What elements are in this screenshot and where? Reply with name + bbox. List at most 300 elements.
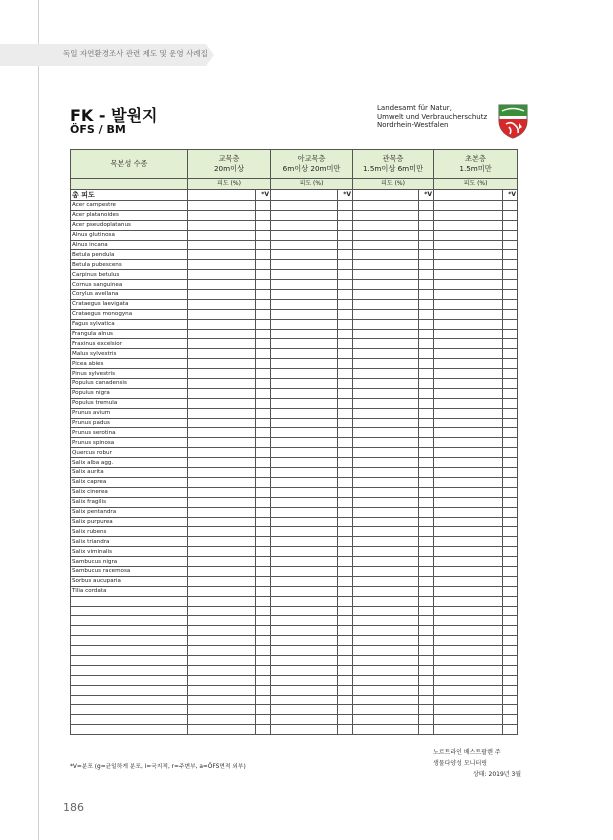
cover-cell[interactable] bbox=[353, 725, 419, 735]
distribution-cell[interactable] bbox=[338, 240, 353, 250]
cover-cell[interactable] bbox=[271, 359, 338, 369]
cover-cell[interactable] bbox=[271, 220, 338, 230]
distribution-cell[interactable] bbox=[256, 339, 271, 349]
distribution-cell[interactable] bbox=[338, 319, 353, 329]
distribution-cell[interactable] bbox=[338, 626, 353, 636]
cover-cell[interactable] bbox=[434, 715, 503, 725]
distribution-cell[interactable] bbox=[503, 626, 518, 636]
cover-cell[interactable] bbox=[353, 220, 419, 230]
cover-cell[interactable] bbox=[434, 398, 503, 408]
cover-cell[interactable] bbox=[434, 290, 503, 300]
cover-cell[interactable] bbox=[188, 329, 256, 339]
cover-cell[interactable] bbox=[353, 557, 419, 567]
distribution-cell[interactable] bbox=[419, 547, 434, 557]
distribution-cell[interactable] bbox=[338, 280, 353, 290]
distribution-cell[interactable] bbox=[419, 339, 434, 349]
distribution-cell[interactable] bbox=[338, 359, 353, 369]
cover-cell[interactable] bbox=[271, 695, 338, 705]
distribution-cell[interactable] bbox=[419, 566, 434, 576]
distribution-cell[interactable] bbox=[338, 675, 353, 685]
distribution-cell[interactable] bbox=[419, 201, 434, 211]
cover-cell[interactable] bbox=[188, 309, 256, 319]
cover-cell[interactable] bbox=[271, 240, 338, 250]
cover-cell[interactable] bbox=[271, 636, 338, 646]
distribution-cell[interactable] bbox=[503, 408, 518, 418]
cover-cell[interactable] bbox=[353, 458, 419, 468]
distribution-cell[interactable] bbox=[419, 477, 434, 487]
cover-cell[interactable] bbox=[353, 547, 419, 557]
distribution-cell[interactable] bbox=[256, 359, 271, 369]
cover-cell[interactable] bbox=[271, 201, 338, 211]
cover-cell[interactable] bbox=[188, 655, 256, 665]
distribution-cell[interactable] bbox=[256, 280, 271, 290]
cover-cell[interactable] bbox=[434, 458, 503, 468]
distribution-cell[interactable] bbox=[256, 388, 271, 398]
distribution-cell[interactable] bbox=[503, 596, 518, 606]
cover-cell[interactable] bbox=[188, 230, 256, 240]
cover-cell[interactable] bbox=[353, 468, 419, 478]
distribution-cell[interactable] bbox=[419, 527, 434, 537]
cover-cell[interactable] bbox=[353, 626, 419, 636]
cover-cell[interactable] bbox=[271, 626, 338, 636]
cover-cell[interactable] bbox=[353, 369, 419, 379]
cover-cell[interactable] bbox=[434, 695, 503, 705]
distribution-cell[interactable] bbox=[338, 448, 353, 458]
distribution-cell[interactable] bbox=[419, 398, 434, 408]
distribution-cell[interactable] bbox=[419, 418, 434, 428]
cover-cell[interactable] bbox=[353, 646, 419, 656]
distribution-cell[interactable] bbox=[256, 428, 271, 438]
cover-cell[interactable] bbox=[353, 675, 419, 685]
cover-cell[interactable] bbox=[434, 359, 503, 369]
distribution-cell[interactable] bbox=[503, 616, 518, 626]
cover-cell[interactable] bbox=[188, 379, 256, 389]
distribution-cell[interactable] bbox=[338, 527, 353, 537]
cover-cell[interactable] bbox=[188, 190, 256, 201]
distribution-cell[interactable] bbox=[503, 487, 518, 497]
distribution-cell[interactable] bbox=[338, 379, 353, 389]
distribution-cell[interactable] bbox=[503, 299, 518, 309]
cover-cell[interactable] bbox=[353, 398, 419, 408]
cover-cell[interactable] bbox=[188, 576, 256, 586]
cover-cell[interactable] bbox=[434, 655, 503, 665]
distribution-cell[interactable] bbox=[503, 497, 518, 507]
distribution-cell[interactable] bbox=[256, 715, 271, 725]
distribution-cell[interactable] bbox=[338, 290, 353, 300]
cover-cell[interactable] bbox=[353, 230, 419, 240]
cover-cell[interactable] bbox=[434, 438, 503, 448]
cover-cell[interactable] bbox=[271, 715, 338, 725]
cover-cell[interactable] bbox=[434, 408, 503, 418]
distribution-cell[interactable] bbox=[419, 270, 434, 280]
distribution-cell[interactable] bbox=[338, 616, 353, 626]
cover-cell[interactable] bbox=[434, 477, 503, 487]
distribution-cell[interactable] bbox=[338, 557, 353, 567]
distribution-cell[interactable] bbox=[419, 319, 434, 329]
cover-cell[interactable] bbox=[188, 477, 256, 487]
cover-cell[interactable] bbox=[434, 685, 503, 695]
distribution-cell[interactable] bbox=[256, 576, 271, 586]
cover-cell[interactable] bbox=[188, 596, 256, 606]
cover-cell[interactable] bbox=[271, 468, 338, 478]
distribution-cell[interactable] bbox=[419, 299, 434, 309]
cover-cell[interactable] bbox=[188, 606, 256, 616]
cover-cell[interactable] bbox=[271, 280, 338, 290]
distribution-cell[interactable] bbox=[419, 428, 434, 438]
cover-cell[interactable] bbox=[188, 547, 256, 557]
distribution-cell[interactable] bbox=[419, 487, 434, 497]
cover-cell[interactable] bbox=[353, 705, 419, 715]
distribution-cell[interactable] bbox=[503, 280, 518, 290]
cover-cell[interactable] bbox=[353, 388, 419, 398]
distribution-cell[interactable] bbox=[256, 646, 271, 656]
cover-cell[interactable] bbox=[353, 695, 419, 705]
distribution-cell[interactable] bbox=[503, 250, 518, 260]
cover-cell[interactable] bbox=[271, 190, 338, 201]
distribution-cell[interactable] bbox=[419, 655, 434, 665]
cover-cell[interactable] bbox=[353, 537, 419, 547]
cover-cell[interactable] bbox=[271, 398, 338, 408]
distribution-cell[interactable] bbox=[503, 675, 518, 685]
cover-cell[interactable] bbox=[434, 240, 503, 250]
cover-cell[interactable] bbox=[434, 388, 503, 398]
distribution-cell[interactable] bbox=[338, 487, 353, 497]
cover-cell[interactable] bbox=[271, 408, 338, 418]
distribution-cell[interactable] bbox=[419, 468, 434, 478]
cover-cell[interactable] bbox=[434, 566, 503, 576]
cover-cell[interactable] bbox=[271, 725, 338, 735]
cover-cell[interactable] bbox=[271, 319, 338, 329]
distribution-cell[interactable] bbox=[503, 547, 518, 557]
distribution-cell[interactable] bbox=[338, 715, 353, 725]
distribution-cell[interactable] bbox=[503, 398, 518, 408]
distribution-cell[interactable] bbox=[419, 369, 434, 379]
cover-cell[interactable] bbox=[353, 309, 419, 319]
cover-cell[interactable] bbox=[188, 665, 256, 675]
distribution-cell[interactable] bbox=[419, 438, 434, 448]
distribution-cell[interactable] bbox=[256, 665, 271, 675]
cover-cell[interactable] bbox=[271, 290, 338, 300]
cover-cell[interactable] bbox=[353, 359, 419, 369]
cover-cell[interactable] bbox=[271, 705, 338, 715]
distribution-cell[interactable] bbox=[256, 685, 271, 695]
cover-cell[interactable] bbox=[353, 339, 419, 349]
cover-cell[interactable] bbox=[188, 369, 256, 379]
cover-cell[interactable] bbox=[434, 319, 503, 329]
cover-cell[interactable] bbox=[188, 557, 256, 567]
cover-cell[interactable] bbox=[188, 210, 256, 220]
distribution-cell[interactable] bbox=[419, 458, 434, 468]
cover-cell[interactable] bbox=[353, 507, 419, 517]
distribution-cell[interactable] bbox=[503, 695, 518, 705]
distribution-cell[interactable] bbox=[503, 309, 518, 319]
cover-cell[interactable] bbox=[271, 576, 338, 586]
distribution-cell[interactable] bbox=[419, 220, 434, 230]
distribution-cell[interactable] bbox=[419, 715, 434, 725]
cover-cell[interactable] bbox=[434, 725, 503, 735]
distribution-cell[interactable] bbox=[419, 646, 434, 656]
cover-cell[interactable] bbox=[434, 576, 503, 586]
cover-cell[interactable] bbox=[271, 210, 338, 220]
distribution-cell[interactable] bbox=[503, 349, 518, 359]
distribution-cell[interactable] bbox=[503, 438, 518, 448]
distribution-cell[interactable] bbox=[338, 230, 353, 240]
distribution-cell[interactable] bbox=[338, 408, 353, 418]
cover-cell[interactable] bbox=[434, 201, 503, 211]
distribution-cell[interactable] bbox=[419, 685, 434, 695]
cover-cell[interactable] bbox=[271, 339, 338, 349]
cover-cell[interactable] bbox=[353, 497, 419, 507]
cover-cell[interactable] bbox=[434, 220, 503, 230]
distribution-cell[interactable] bbox=[256, 418, 271, 428]
distribution-cell[interactable] bbox=[338, 299, 353, 309]
cover-cell[interactable] bbox=[353, 418, 419, 428]
cover-cell[interactable] bbox=[434, 369, 503, 379]
cover-cell[interactable] bbox=[271, 537, 338, 547]
distribution-cell[interactable] bbox=[338, 725, 353, 735]
distribution-cell[interactable] bbox=[338, 260, 353, 270]
cover-cell[interactable] bbox=[434, 557, 503, 567]
cover-cell[interactable] bbox=[188, 695, 256, 705]
cover-cell[interactable] bbox=[188, 408, 256, 418]
distribution-cell[interactable] bbox=[256, 329, 271, 339]
cover-cell[interactable] bbox=[271, 448, 338, 458]
cover-cell[interactable] bbox=[434, 428, 503, 438]
cover-cell[interactable] bbox=[271, 329, 338, 339]
distribution-cell[interactable] bbox=[419, 359, 434, 369]
cover-cell[interactable] bbox=[353, 448, 419, 458]
distribution-cell[interactable] bbox=[338, 537, 353, 547]
cover-cell[interactable] bbox=[188, 537, 256, 547]
distribution-cell[interactable] bbox=[256, 557, 271, 567]
cover-cell[interactable] bbox=[434, 507, 503, 517]
distribution-cell[interactable] bbox=[503, 448, 518, 458]
distribution-cell[interactable] bbox=[256, 655, 271, 665]
distribution-cell[interactable] bbox=[503, 319, 518, 329]
cover-cell[interactable] bbox=[271, 369, 338, 379]
cover-cell[interactable] bbox=[353, 210, 419, 220]
cover-cell[interactable] bbox=[188, 388, 256, 398]
distribution-cell[interactable] bbox=[338, 210, 353, 220]
distribution-cell[interactable] bbox=[338, 636, 353, 646]
cover-cell[interactable] bbox=[271, 309, 338, 319]
cover-cell[interactable] bbox=[434, 299, 503, 309]
distribution-cell[interactable] bbox=[338, 596, 353, 606]
cover-cell[interactable] bbox=[188, 497, 256, 507]
distribution-cell[interactable] bbox=[419, 557, 434, 567]
distribution-cell[interactable] bbox=[419, 497, 434, 507]
distribution-cell[interactable] bbox=[256, 290, 271, 300]
distribution-cell[interactable] bbox=[256, 468, 271, 478]
distribution-cell[interactable] bbox=[503, 517, 518, 527]
cover-cell[interactable] bbox=[271, 250, 338, 260]
distribution-cell[interactable] bbox=[338, 339, 353, 349]
distribution-cell[interactable] bbox=[419, 280, 434, 290]
distribution-cell[interactable] bbox=[256, 270, 271, 280]
cover-cell[interactable] bbox=[271, 685, 338, 695]
distribution-cell[interactable] bbox=[338, 705, 353, 715]
distribution-cell[interactable] bbox=[419, 517, 434, 527]
cover-cell[interactable] bbox=[353, 527, 419, 537]
cover-cell[interactable] bbox=[188, 675, 256, 685]
distribution-cell[interactable] bbox=[256, 319, 271, 329]
cover-cell[interactable] bbox=[188, 250, 256, 260]
distribution-cell[interactable] bbox=[503, 705, 518, 715]
cover-cell[interactable] bbox=[188, 527, 256, 537]
cover-cell[interactable] bbox=[434, 596, 503, 606]
cover-cell[interactable] bbox=[434, 547, 503, 557]
distribution-cell[interactable] bbox=[338, 458, 353, 468]
cover-cell[interactable] bbox=[271, 507, 338, 517]
distribution-cell[interactable] bbox=[338, 349, 353, 359]
cover-cell[interactable] bbox=[271, 260, 338, 270]
cover-cell[interactable] bbox=[271, 517, 338, 527]
distribution-cell[interactable] bbox=[419, 230, 434, 240]
distribution-cell[interactable] bbox=[338, 201, 353, 211]
cover-cell[interactable] bbox=[188, 566, 256, 576]
cover-cell[interactable] bbox=[188, 398, 256, 408]
cover-cell[interactable] bbox=[188, 270, 256, 280]
distribution-cell[interactable] bbox=[419, 576, 434, 586]
cover-cell[interactable] bbox=[188, 458, 256, 468]
cover-cell[interactable] bbox=[353, 566, 419, 576]
distribution-cell[interactable] bbox=[419, 705, 434, 715]
cover-cell[interactable] bbox=[353, 408, 419, 418]
distribution-cell[interactable] bbox=[338, 576, 353, 586]
cover-cell[interactable] bbox=[188, 280, 256, 290]
cover-cell[interactable] bbox=[271, 438, 338, 448]
distribution-cell[interactable] bbox=[256, 566, 271, 576]
distribution-cell[interactable] bbox=[503, 428, 518, 438]
cover-cell[interactable] bbox=[434, 705, 503, 715]
distribution-cell[interactable] bbox=[419, 675, 434, 685]
cover-cell[interactable] bbox=[353, 487, 419, 497]
distribution-cell[interactable] bbox=[338, 468, 353, 478]
cover-cell[interactable] bbox=[271, 646, 338, 656]
cover-cell[interactable] bbox=[188, 438, 256, 448]
cover-cell[interactable] bbox=[434, 349, 503, 359]
cover-cell[interactable] bbox=[434, 339, 503, 349]
cover-cell[interactable] bbox=[353, 586, 419, 596]
distribution-cell[interactable] bbox=[338, 566, 353, 576]
cover-cell[interactable] bbox=[271, 557, 338, 567]
cover-cell[interactable] bbox=[353, 299, 419, 309]
distribution-cell[interactable] bbox=[256, 675, 271, 685]
distribution-cell[interactable] bbox=[256, 527, 271, 537]
distribution-cell[interactable] bbox=[419, 388, 434, 398]
distribution-cell[interactable] bbox=[338, 250, 353, 260]
cover-cell[interactable] bbox=[434, 260, 503, 270]
distribution-cell[interactable] bbox=[419, 586, 434, 596]
distribution-cell[interactable] bbox=[503, 418, 518, 428]
distribution-cell[interactable] bbox=[503, 220, 518, 230]
distribution-cell[interactable] bbox=[503, 537, 518, 547]
distribution-cell[interactable] bbox=[256, 507, 271, 517]
distribution-cell[interactable] bbox=[256, 616, 271, 626]
cover-cell[interactable] bbox=[188, 626, 256, 636]
distribution-cell[interactable] bbox=[503, 379, 518, 389]
distribution-cell[interactable] bbox=[419, 329, 434, 339]
cover-cell[interactable] bbox=[353, 715, 419, 725]
cover-cell[interactable] bbox=[188, 725, 256, 735]
distribution-cell[interactable] bbox=[503, 240, 518, 250]
distribution-cell[interactable] bbox=[256, 586, 271, 596]
cover-cell[interactable] bbox=[353, 260, 419, 270]
cover-cell[interactable] bbox=[353, 290, 419, 300]
cover-cell[interactable] bbox=[271, 675, 338, 685]
cover-cell[interactable] bbox=[188, 299, 256, 309]
cover-cell[interactable] bbox=[188, 685, 256, 695]
cover-cell[interactable] bbox=[353, 280, 419, 290]
distribution-cell[interactable] bbox=[338, 477, 353, 487]
distribution-cell[interactable] bbox=[338, 438, 353, 448]
cover-cell[interactable] bbox=[353, 379, 419, 389]
distribution-cell[interactable] bbox=[256, 250, 271, 260]
cover-cell[interactable] bbox=[271, 487, 338, 497]
distribution-cell[interactable] bbox=[256, 458, 271, 468]
cover-cell[interactable] bbox=[188, 715, 256, 725]
cover-cell[interactable] bbox=[353, 270, 419, 280]
distribution-cell[interactable] bbox=[338, 665, 353, 675]
distribution-cell[interactable] bbox=[256, 606, 271, 616]
distribution-cell[interactable] bbox=[256, 398, 271, 408]
cover-cell[interactable] bbox=[434, 280, 503, 290]
distribution-cell[interactable] bbox=[419, 250, 434, 260]
distribution-cell[interactable] bbox=[503, 576, 518, 586]
distribution-cell[interactable] bbox=[419, 616, 434, 626]
cover-cell[interactable] bbox=[434, 586, 503, 596]
distribution-cell[interactable] bbox=[419, 290, 434, 300]
distribution-cell[interactable] bbox=[256, 369, 271, 379]
cover-cell[interactable] bbox=[434, 527, 503, 537]
distribution-cell[interactable] bbox=[503, 725, 518, 735]
cover-cell[interactable] bbox=[353, 606, 419, 616]
cover-cell[interactable] bbox=[271, 428, 338, 438]
distribution-cell[interactable] bbox=[503, 329, 518, 339]
cover-cell[interactable] bbox=[434, 309, 503, 319]
distribution-cell[interactable] bbox=[338, 220, 353, 230]
distribution-cell[interactable] bbox=[338, 388, 353, 398]
cover-cell[interactable] bbox=[188, 428, 256, 438]
distribution-cell[interactable] bbox=[338, 398, 353, 408]
distribution-cell[interactable] bbox=[419, 240, 434, 250]
cover-cell[interactable] bbox=[434, 665, 503, 675]
distribution-cell[interactable] bbox=[503, 388, 518, 398]
cover-cell[interactable] bbox=[188, 220, 256, 230]
distribution-cell[interactable] bbox=[419, 665, 434, 675]
cover-cell[interactable] bbox=[353, 240, 419, 250]
distribution-cell[interactable] bbox=[419, 210, 434, 220]
cover-cell[interactable] bbox=[188, 349, 256, 359]
distribution-cell[interactable] bbox=[338, 270, 353, 280]
cover-cell[interactable] bbox=[353, 596, 419, 606]
distribution-cell[interactable] bbox=[338, 418, 353, 428]
cover-cell[interactable] bbox=[353, 517, 419, 527]
distribution-cell[interactable] bbox=[419, 537, 434, 547]
cover-cell[interactable] bbox=[271, 458, 338, 468]
distribution-cell[interactable] bbox=[419, 408, 434, 418]
cover-cell[interactable] bbox=[353, 190, 419, 201]
distribution-cell[interactable] bbox=[503, 586, 518, 596]
distribution-cell[interactable] bbox=[256, 240, 271, 250]
cover-cell[interactable] bbox=[434, 636, 503, 646]
cover-cell[interactable] bbox=[188, 616, 256, 626]
distribution-cell[interactable] bbox=[338, 655, 353, 665]
cover-cell[interactable] bbox=[434, 675, 503, 685]
cover-cell[interactable] bbox=[188, 260, 256, 270]
cover-cell[interactable] bbox=[434, 418, 503, 428]
distribution-cell[interactable] bbox=[256, 547, 271, 557]
